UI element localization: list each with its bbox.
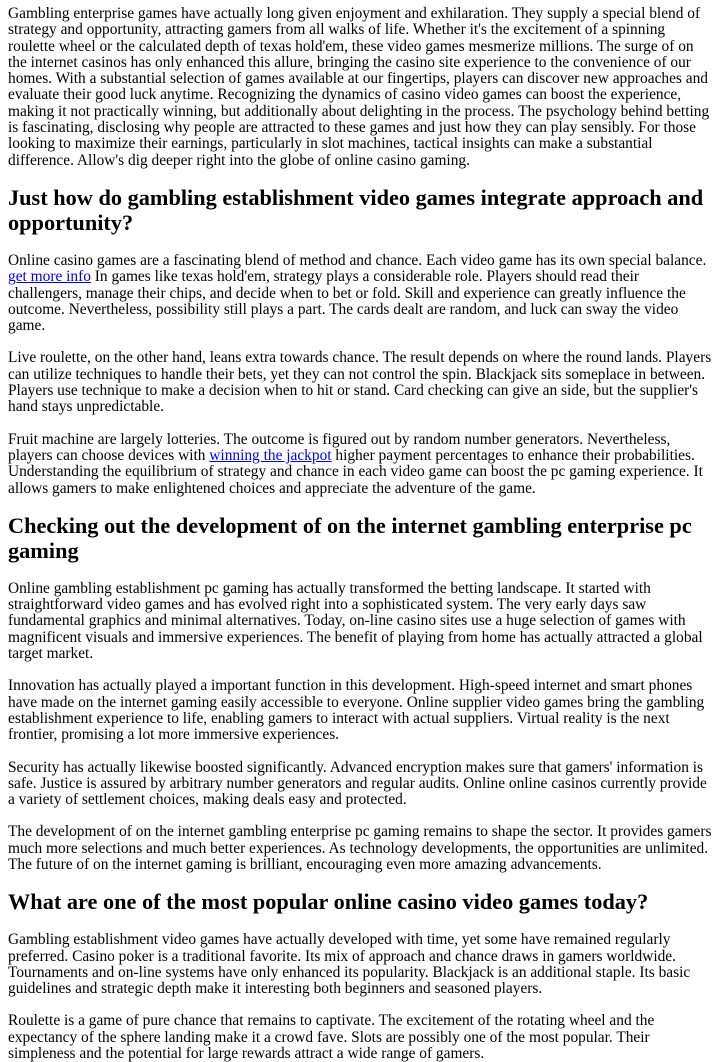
- paragraph-fruit-machines: [8, 432, 713, 497]
- paragraph-text: In games like texas hold'em, strategy plays a considerable role. Players should read their challengers, manage their chips, and decide when to bet or fold. Skill and experience can greatly influence the outcome. Nevertheless, possibility still plays a part. The cards dealt are random, and luck can sway the video game.: [8, 268, 686, 335]
- get-more-info-link[interactable]: get more info: [8, 268, 91, 286]
- winning-the-jackpot-link[interactable]: winning the jackpot: [209, 446, 332, 464]
- section-heading-strategy-and-chance: Just how do gambling establishment video games integrate approach and opportunity?: [8, 184, 704, 235]
- paragraph-roulette: Live roulette, on the other hand, leans extra towards chance. The result depends on where the round lands. Players can utilize techniques to handle their bets, yet they can not control the spin. Blackjack sits someplace in between. Players use technique to make a decision when to hit or stand. Card checking can give an side, but the supplier's hand stays unpredictable.: [8, 349, 712, 416]
- section-heading-popular-games: What are one of the most popular online casino video games today?: [8, 889, 649, 915]
- paragraph-text: Fruit machine are largely lotteries. The outcome is figured out by random number generators. Nevertheless, players can choose devices with: [8, 430, 671, 464]
- paragraph-text: Online casino games are a fascinating blend of method and chance. Each video game has its own special balance.: [8, 251, 707, 269]
- paragraph-roulette-slots: Roulette is a game of pure chance that remains to captivate. The excitement of the rotating wheel and the expectancy of the sphere landing make it a crowd fave. Slots are possibly one of the most popular. Their simpleness and the potential for large rewards attract a wide range of gamers.: [8, 1012, 655, 1062]
- intro-paragraph: Gambling enterprise games have actually long given enjoyment and exhilaration. They supply a special blend of strategy and opportunity, attracting gamers from all walks of life. Whether it's the excitement of a spinning roulette wheel or the calculated depth of texas hold'em, these video games mesmerize millions. The surge of on the internet casinos has only enhanced this allure, bringing the casino site experience to the convenience of our homes. With a substantial selection of games available at our fingertips, players can discover new approaches and evaluate their good luck anytime. Recognizing the dynamics of casino video games can boost the experience, making it not practically winning, but additionally about delighting in the process. The psychology behind betting is fascinating, disclosing why people are attracted to these games and just how they can play sensibly. For those looking to maximize their earnings, particularly in slot machines, tactical insights can make a substantial difference. Allow's dig deeper right into the globe of online casino gaming.: [8, 5, 710, 169]
- paragraph-security: Security has actually likewise boosted significantly. Advanced encryption makes sure that gamers' information is safe. Justice is assured by arbitrary number generators and regular audits. Online online casinos currently provide a variety of settlement choices, making deals easy and protected.: [8, 758, 707, 809]
- paragraph-future: The development of on the internet gambling enterprise pc gaming remains to shape the sector. It provides gamers much more selections and much better experiences. As technology developments, the opportunities are unlimited. The future of on the internet gaming is brilliant, encouraging even more amazing advancements.: [8, 823, 712, 873]
- paragraph-development-history: Online gambling establishment pc gaming has actually transformed the betting landscape. It started with straightforward video games and has evolved right into a sophisticated system. The very early days saw fundamental graphics and minimal alternatives. Today, on-line casino sites use a huge selection of games with magnificent visuals and immersive experiences. The benefit of playing from home has actually attracted a global target market.: [8, 579, 703, 663]
- paragraph-innovation: Innovation has actually played a important function in this development. High-speed internet and smart phones have made on the internet gaming easily accessible to everyone. Online supplier video games bring the gambling establishment experience to life, enabling gamers to interact with actual suppliers. Virtual reality is the next frontier, promising a lot more immersive experiences.: [8, 677, 705, 744]
- paragraph-popular-games: Gambling establishment video games have actually developed with time, yet some have remained regularly preferred. Casino poker is a traditional favorite. Its mix of approach and chance draws in gamers worldwide. Tournaments and on-line systems have only enhanced its popularity. Blackjack is an additional staple. Its basic guidelines and strategic depth make it interesting both beginners and seasoned players.: [8, 931, 691, 998]
- section-heading-development: Checking out the development of on the internet gambling enterprise pc gaming: [8, 512, 692, 563]
- paragraph-strategy-intro: [8, 253, 713, 334]
- paragraph-text: higher payment percentages to enhance their probabilities. Understanding the equilibrium of strategy and chance in each video game can boost the pc gaming experience. It allows gamers to make enlightened choices and appreciate the adventure of the game.: [8, 446, 703, 497]
